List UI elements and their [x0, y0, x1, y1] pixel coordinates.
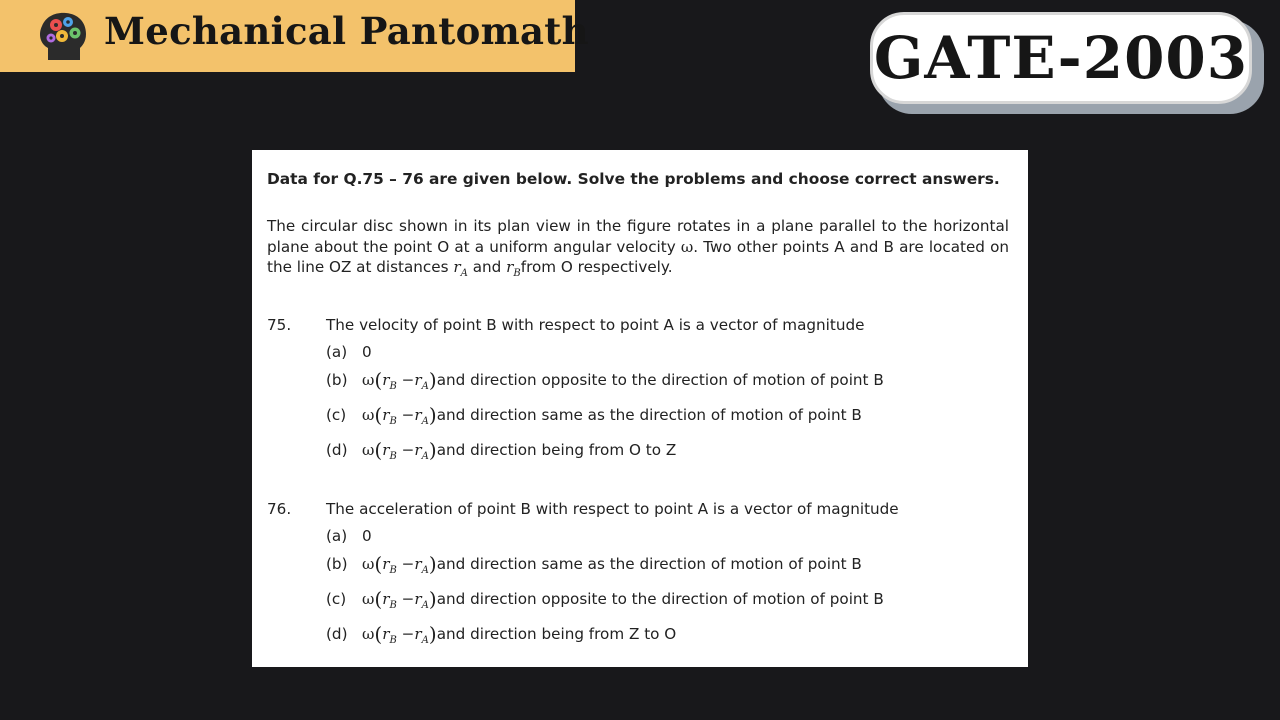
option-76-d[interactable]: (d) $\omega(r_B -r_A)and$ direction being from Z to O	[326, 622, 677, 646]
formula: $\omega(r_B -r_A)$	[362, 552, 437, 576]
exam-badge-text: GATE-2003	[873, 24, 1249, 92]
option-75-c[interactable]: (c) $\omega(r_B -r_A)and$ direction same as the direction of motion of point B	[326, 403, 862, 427]
brain-gears-icon	[34, 8, 90, 64]
formula: $\omega(r_B -r_A)$	[362, 438, 437, 462]
option-76-a[interactable]: (a) 0	[326, 527, 372, 545]
brand-banner	[0, 0, 589, 72]
formula: $\omega(r_B -r_A)$	[362, 622, 437, 646]
option-75-a[interactable]: (a) 0	[326, 343, 372, 361]
intro-heading: Data for Q.75 – 76 are given below. Solve the problems and choose correct answers.	[267, 170, 1000, 188]
exam-badge	[870, 12, 1252, 104]
intro-text: The circular disc shown in its plan view in the figure rotates in a plane parallel to the horizontal plane about the point O at a uniform angular velocity ω. Two other points A and B are located on the line OZ at distances $r_A$ and $r_Bfrom$ O respectively.	[267, 217, 1010, 279]
option-76-b[interactable]: (b) $\omega(r_B -r_A)and$ direction same as the direction of motion of point B	[326, 552, 862, 576]
formula: $\omega(r_B -r_A)$	[362, 587, 437, 611]
question-paper	[252, 150, 1028, 667]
question-text: The velocity of point B with respect to point A is a vector of magnitude	[326, 316, 865, 334]
question-number: 76.	[267, 500, 292, 518]
option-76-c[interactable]: (c) $\omega(r_B -r_A)and$ direction opposite to the direction of motion of point B	[326, 587, 884, 611]
formula: $\omega(r_B -r_A)$	[362, 403, 437, 427]
question-text: The acceleration of point B with respect to point A is a vector of magnitude	[326, 500, 899, 518]
option-75-d[interactable]: (d) $\omega(r_B -r_A)and$ direction being from O to Z	[326, 438, 677, 462]
question-number: 75.	[267, 316, 292, 334]
formula: $\omega(r_B -r_A)$	[362, 368, 437, 392]
option-75-b[interactable]: (b) $\omega(r_B -r_A)and$ direction opposite to the direction of motion of point B	[326, 368, 884, 392]
brand-name: Mechanical Pantomath	[104, 9, 589, 53]
